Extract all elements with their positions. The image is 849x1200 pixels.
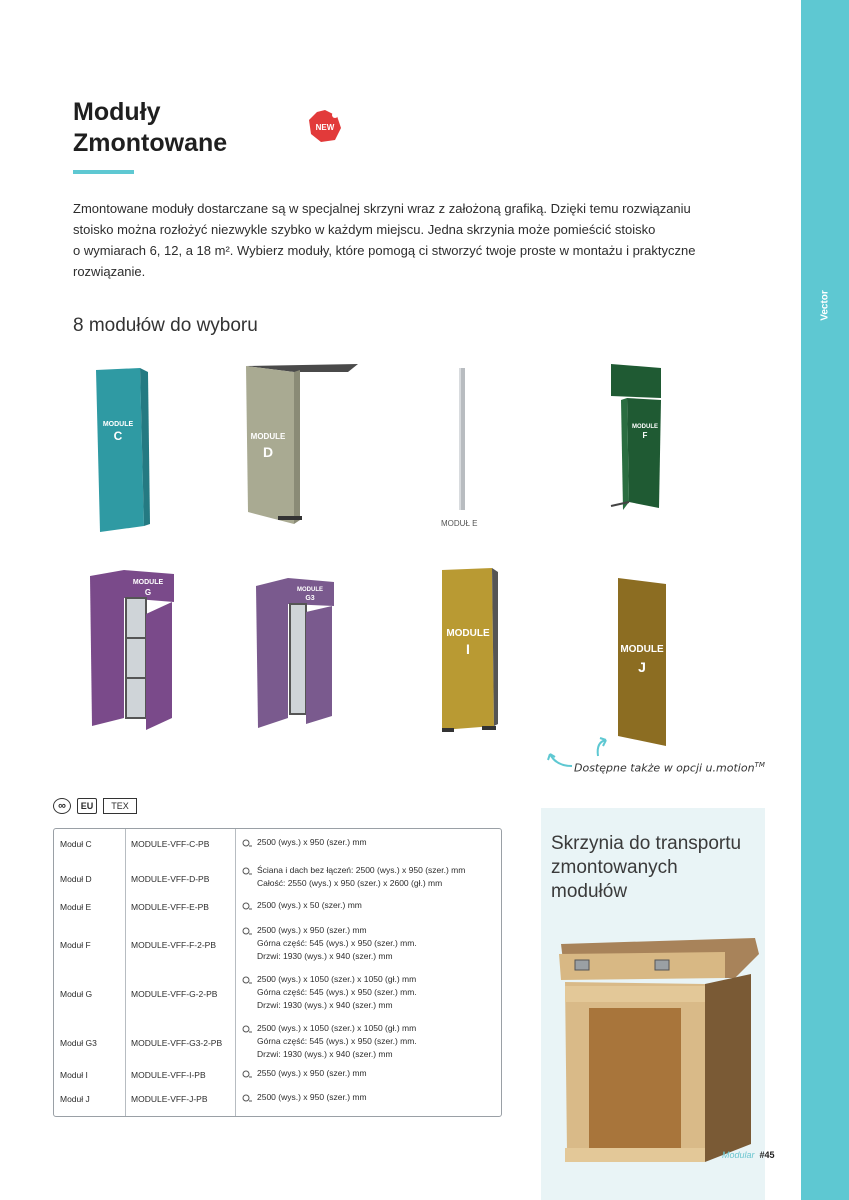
dimension-icon	[242, 1070, 252, 1078]
module-g3-image	[254, 576, 340, 732]
module-dims-cell	[242, 1067, 367, 1080]
umotion-note-text: Dostępne także w opcji u.motion	[574, 761, 755, 775]
module-name-cell: Moduł J	[60, 1094, 90, 1104]
module-name-cell: Moduł D	[60, 873, 92, 884]
module-dims-cell	[242, 1091, 367, 1104]
dimension-text: Górna część: 545 (wys.) x 950 (szer.) mm.	[257, 938, 417, 948]
dimension-text: Górna część: 545 (wys.) x 950 (szer.) mm.	[257, 1036, 417, 1046]
dimension-text: 2500 (wys.) x 50 (szer.) mm	[257, 900, 362, 910]
intro-line: rozwiązanie.	[73, 264, 146, 279]
dimension-line	[242, 1048, 417, 1061]
module-i-letter: I	[466, 641, 470, 657]
dimension-text: 2500 (wys.) x 1050 (szer.) x 1050 (gł.) mm	[257, 974, 417, 984]
page-number: #45	[759, 1150, 775, 1160]
dimension-icon	[242, 1094, 252, 1102]
module-g3-word: MODULE	[297, 587, 323, 593]
dimension-line	[242, 1067, 367, 1080]
spec-table	[53, 828, 502, 1117]
dimension-line	[242, 864, 465, 877]
dimension-text: Ściana i dach bez łączeń: 2500 (wys.) x 950 (szer.) mm	[257, 865, 466, 875]
module-i-word: MODULE	[446, 628, 490, 639]
module-c-word: MODULE	[102, 421, 134, 428]
new-badge-text: NEW	[315, 123, 335, 132]
dimension-line	[242, 937, 417, 950]
dimension-text: Całość: 2550 (wys.) x 950 (szer.) x 2600 (gł.) mm	[257, 878, 443, 888]
module-j-word: MODULE	[620, 644, 664, 655]
dimension-icon	[242, 902, 252, 910]
dimension-line	[242, 1091, 367, 1104]
crate-title-line: zmontowanych	[551, 857, 678, 878]
module-dims-cell	[242, 899, 362, 912]
dimension-line	[242, 899, 362, 912]
module-name-cell: Moduł C	[60, 839, 92, 849]
dimension-line	[242, 1022, 417, 1035]
dimension-text: 2500 (wys.) x 950 (szer.) mm	[257, 1092, 367, 1102]
module-c-letter: C	[113, 429, 123, 443]
module-f-word: MODULE	[632, 424, 658, 430]
umotion-tm: TM	[754, 761, 765, 769]
page-title	[73, 97, 227, 159]
dimension-icon	[242, 927, 252, 935]
dimension-text: Górna część: 545 (wys.) x 950 (szer.) mm.	[257, 987, 417, 997]
dimension-line	[242, 986, 417, 999]
module-g-word: MODULE	[132, 579, 164, 586]
module-j-image	[616, 574, 670, 748]
dimension-line	[242, 924, 417, 937]
module-f-letter: F	[642, 431, 648, 440]
module-f-image	[607, 360, 667, 516]
dimension-line	[242, 973, 417, 986]
intro-line: stoisko można rozłożyć niezwykle szybko w każdym miejscu. Jedna skrzynia może pomieścić stoisko	[73, 222, 656, 237]
crate-image	[555, 938, 759, 1178]
module-code-cell: MODULE-VFF-D-PB	[131, 873, 210, 884]
module-d-image	[238, 362, 360, 530]
intro-paragraph	[73, 198, 733, 282]
intro-line: o wymiarach 6, 12, a 18 m². Wybierz moduły, które pomogą ci stworzyć twoje proste w montażu i praktyczne	[73, 243, 696, 258]
infinity-icon: ∞	[53, 798, 71, 814]
module-i-image	[438, 566, 502, 740]
dimension-icon	[242, 976, 252, 984]
dimension-text: 2500 (wys.) x 950 (szer.) mm	[257, 837, 367, 847]
module-e-caption: MODUŁ E	[441, 519, 478, 528]
module-d-word: MODULE	[250, 432, 286, 441]
module-code-cell: MODULE-VFF-G-2-PB	[131, 989, 218, 999]
module-g-letter: G	[144, 588, 152, 597]
side-section-label: Vector	[819, 290, 831, 321]
dimension-text: Drzwi: 1930 (wys.) x 940 (szer.) mm	[257, 951, 393, 961]
dimension-text: 2550 (wys.) x 950 (szer.) mm	[257, 1068, 367, 1078]
dimension-text: 2500 (wys.) x 1050 (szer.) x 1050 (gł.) mm	[257, 1023, 417, 1033]
dimension-text: 2500 (wys.) x 950 (szer.) mm	[257, 925, 367, 935]
module-name-cell: Moduł I	[60, 1070, 88, 1080]
umotion-note	[574, 761, 765, 775]
module-code-cell: MODULE-VFF-C-PB	[131, 839, 210, 849]
module-name-cell: Moduł E	[60, 902, 92, 912]
crate-title-line: Skrzynia do transportu	[551, 833, 742, 854]
side-bar	[801, 0, 849, 1200]
eu-badge: EU	[77, 798, 97, 814]
modules-subheading: 8 modułów do wyboru	[73, 315, 258, 336]
module-dims-cell	[242, 864, 465, 890]
page-footer	[722, 1150, 775, 1160]
dimension-icon	[242, 1025, 252, 1033]
title-underline	[73, 170, 134, 174]
crate-title	[551, 832, 761, 904]
dimension-line	[242, 950, 417, 963]
cert-row	[53, 798, 137, 814]
dimension-line	[242, 999, 417, 1012]
dimension-line	[242, 877, 465, 890]
module-dims-cell	[242, 836, 367, 849]
dimension-icon	[242, 839, 252, 847]
title-line-2: Zmontowane	[73, 129, 228, 157]
dimension-line	[242, 1035, 417, 1048]
module-e-image	[455, 366, 469, 512]
new-badge-icon	[307, 108, 343, 144]
module-g3-letter: G3	[305, 595, 315, 602]
module-name-cell: Moduł F	[60, 940, 91, 950]
module-code-cell: MODULE-VFF-J-PB	[131, 1094, 208, 1104]
module-dims-cell	[242, 1022, 417, 1061]
dimension-line	[242, 836, 367, 849]
module-dims-cell	[242, 924, 417, 963]
module-name-cell: Moduł G	[60, 989, 93, 999]
intro-line: Zmontowane moduły dostarczane są w specjalnej skrzyni wraz z założoną grafiką. Dzięki temu rozwiązaniu	[73, 201, 691, 216]
module-name-cell: Moduł G3	[60, 1038, 97, 1048]
module-d-letter: D	[262, 444, 274, 460]
module-code-cell: MODULE-VFF-G3-2-PB	[131, 1038, 223, 1048]
module-code-cell: MODULE-VFF-F-2-PB	[131, 940, 216, 950]
module-j-letter: J	[638, 659, 646, 675]
module-code-cell: MODULE-VFF-I-PB	[131, 1070, 206, 1080]
dimension-text: Drzwi: 1930 (wys.) x 940 (szer.) mm	[257, 1000, 393, 1010]
crate-title-line: modułów	[551, 881, 628, 902]
tex-badge: TEX	[103, 798, 137, 814]
footer-section: Modular	[722, 1150, 755, 1160]
module-c-image	[92, 366, 152, 534]
module-dims-cell	[242, 973, 417, 1012]
title-line-1: Moduły	[73, 98, 161, 126]
table-divider	[235, 829, 236, 1116]
table-divider	[125, 829, 126, 1116]
dimension-icon	[242, 867, 252, 875]
module-code-cell: MODULE-VFF-E-PB	[131, 902, 209, 912]
crate-panel	[541, 808, 765, 1200]
dimension-text: Drzwi: 1930 (wys.) x 940 (szer.) mm	[257, 1049, 393, 1059]
module-g-image	[88, 568, 184, 734]
